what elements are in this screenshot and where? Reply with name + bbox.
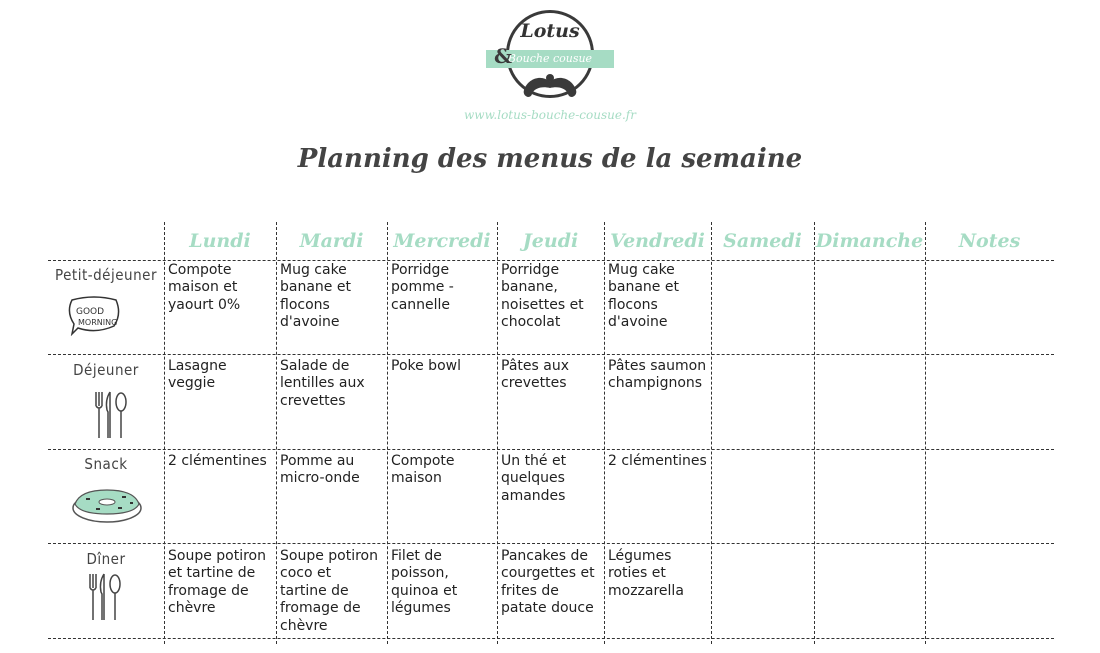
menu-line: maison xyxy=(391,470,442,487)
menu-line: Soupe potiron xyxy=(280,548,378,564)
good-morning-text-1: GOOD xyxy=(76,307,105,317)
menu-line: Pâtes aux xyxy=(501,358,569,374)
menu-cell xyxy=(168,548,266,618)
menu-cell xyxy=(608,358,706,393)
menu-line: Compote xyxy=(391,453,455,469)
menu-line: amandes xyxy=(501,487,566,504)
menu-line: poisson, xyxy=(391,565,449,582)
meal-label-diner: Dîner xyxy=(86,550,126,568)
menu-line: maison et xyxy=(168,279,238,296)
cutlery-icon xyxy=(90,390,130,445)
menu-line: et tartine de xyxy=(168,565,256,582)
logo-ampersand: & xyxy=(494,44,513,68)
menu-line: frites de xyxy=(501,582,559,599)
menu-line: d'avoine xyxy=(608,314,668,331)
menu-line: yaourt 0% xyxy=(168,296,241,313)
grid-line xyxy=(387,222,388,644)
menu-cell xyxy=(501,358,569,393)
page-title: Planning des menus de la semaine xyxy=(297,144,803,174)
grid-line xyxy=(48,354,1054,355)
menu-cell xyxy=(608,262,679,332)
menu-line: crevettes xyxy=(501,375,567,392)
menu-line: d'avoine xyxy=(280,314,340,331)
menu-line: Poke bowl xyxy=(391,358,461,374)
good-morning-text-2: MORNING xyxy=(78,318,118,327)
mustache-icon xyxy=(520,68,580,104)
logo-url: www.lotus-bouche-cousue.fr xyxy=(464,108,636,122)
menu-line: champignons xyxy=(608,375,703,392)
menu-line: mozzarella xyxy=(608,582,684,599)
menu-cell xyxy=(501,262,584,332)
menu-line: Salade de xyxy=(280,358,350,374)
menu-line: Légumes xyxy=(608,548,672,564)
menu-line: patate douce xyxy=(501,600,594,617)
menu-cell xyxy=(501,453,566,505)
menu-cell xyxy=(391,358,461,375)
menu-line: Pâtes saumon xyxy=(608,358,707,374)
logo-ribbon: Bouche cousue xyxy=(486,50,614,68)
menu-cell xyxy=(391,262,454,314)
grid-line xyxy=(48,449,1054,450)
menu-line: Mug cake xyxy=(608,262,675,278)
grid-line xyxy=(814,222,815,644)
menu-line: cannelle xyxy=(391,296,451,313)
menu-line: crevettes xyxy=(280,392,346,409)
menu-line: 2 clémentines xyxy=(608,453,707,469)
menu-line: Porridge xyxy=(501,262,560,278)
menu-line: quinoa et xyxy=(391,582,458,599)
menu-line: fromage de xyxy=(280,600,361,617)
meal-label-dejeuner: Déjeuner xyxy=(73,361,139,379)
menu-cell xyxy=(168,453,267,470)
day-header-jeudi: Jeudi xyxy=(522,230,579,252)
menu-line: Soupe potiron xyxy=(168,548,266,564)
menu-line: noisettes et xyxy=(501,296,584,313)
menu-line: Mug cake xyxy=(280,262,347,278)
menu-line: Porridge xyxy=(391,262,450,278)
menu-cell xyxy=(280,453,360,488)
day-header-dimanche: Dimanche xyxy=(815,230,924,252)
grid-line xyxy=(604,222,605,644)
menu-line: roties et xyxy=(608,565,666,582)
grid-line xyxy=(48,638,1054,639)
grid-line xyxy=(164,222,165,644)
menu-line: Pomme au xyxy=(280,453,355,469)
grid-line xyxy=(48,543,1054,544)
day-header-mardi: Mardi xyxy=(299,230,364,252)
donut-icon xyxy=(70,486,144,531)
menu-line: chocolat xyxy=(501,314,561,331)
menu-line: banane et xyxy=(608,279,679,296)
meal-label-snack: Snack xyxy=(84,455,128,473)
menu-line: Filet de xyxy=(391,548,442,564)
menu-line: fromage de xyxy=(168,582,249,599)
menu-line: chèvre xyxy=(280,617,328,634)
menu-line: chèvre xyxy=(168,600,216,617)
grid-line xyxy=(497,222,498,644)
menu-line: tartine de xyxy=(280,582,349,599)
menu-line: pomme - xyxy=(391,279,454,296)
menu-line: quelques xyxy=(501,470,565,487)
menu-cell xyxy=(501,548,595,618)
menu-line: Compote xyxy=(168,262,232,278)
menu-line: flocons xyxy=(280,296,330,313)
menu-cell xyxy=(280,548,378,635)
menu-line: Lasagne xyxy=(168,358,227,374)
day-header-mercredi: Mercredi xyxy=(393,230,491,252)
logo-title: Lotus xyxy=(520,20,580,42)
menu-cell xyxy=(168,262,240,314)
menu-line: banane, xyxy=(501,279,558,296)
day-header-lundi: Lundi xyxy=(189,230,251,252)
menu-line: Pancakes de xyxy=(501,548,589,564)
menu-line: courgettes et xyxy=(501,565,595,582)
day-header-vendredi: Vendredi xyxy=(610,230,705,252)
cutlery-icon xyxy=(84,572,124,627)
menu-line: Un thé et xyxy=(501,453,567,469)
grid-line xyxy=(925,222,926,644)
brand-logo xyxy=(484,6,624,106)
meal-label-petit-dejeuner: Petit-déjeuner xyxy=(55,266,157,284)
menu-cell xyxy=(280,262,351,332)
menu-line: banane et xyxy=(280,279,351,296)
menu-cell xyxy=(168,358,227,393)
grid-line xyxy=(276,222,277,644)
day-header-notes: Notes xyxy=(958,230,1021,252)
menu-line: coco et xyxy=(280,565,332,582)
grid-line xyxy=(48,260,1054,261)
good-morning-icon xyxy=(66,294,122,341)
menu-line: légumes xyxy=(391,600,451,617)
day-header-samedi: Samedi xyxy=(723,230,802,252)
menu-cell xyxy=(280,358,365,410)
menu-line: veggie xyxy=(168,375,216,392)
grid-line xyxy=(711,222,712,644)
menu-cell xyxy=(391,548,457,618)
menu-line: lentilles aux xyxy=(280,375,365,392)
menu-cell xyxy=(608,548,684,600)
menu-line: flocons xyxy=(608,296,658,313)
menu-line: micro-onde xyxy=(280,470,360,487)
menu-cell xyxy=(391,453,455,488)
menu-cell xyxy=(608,453,707,470)
menu-line: 2 clémentines xyxy=(168,453,267,469)
